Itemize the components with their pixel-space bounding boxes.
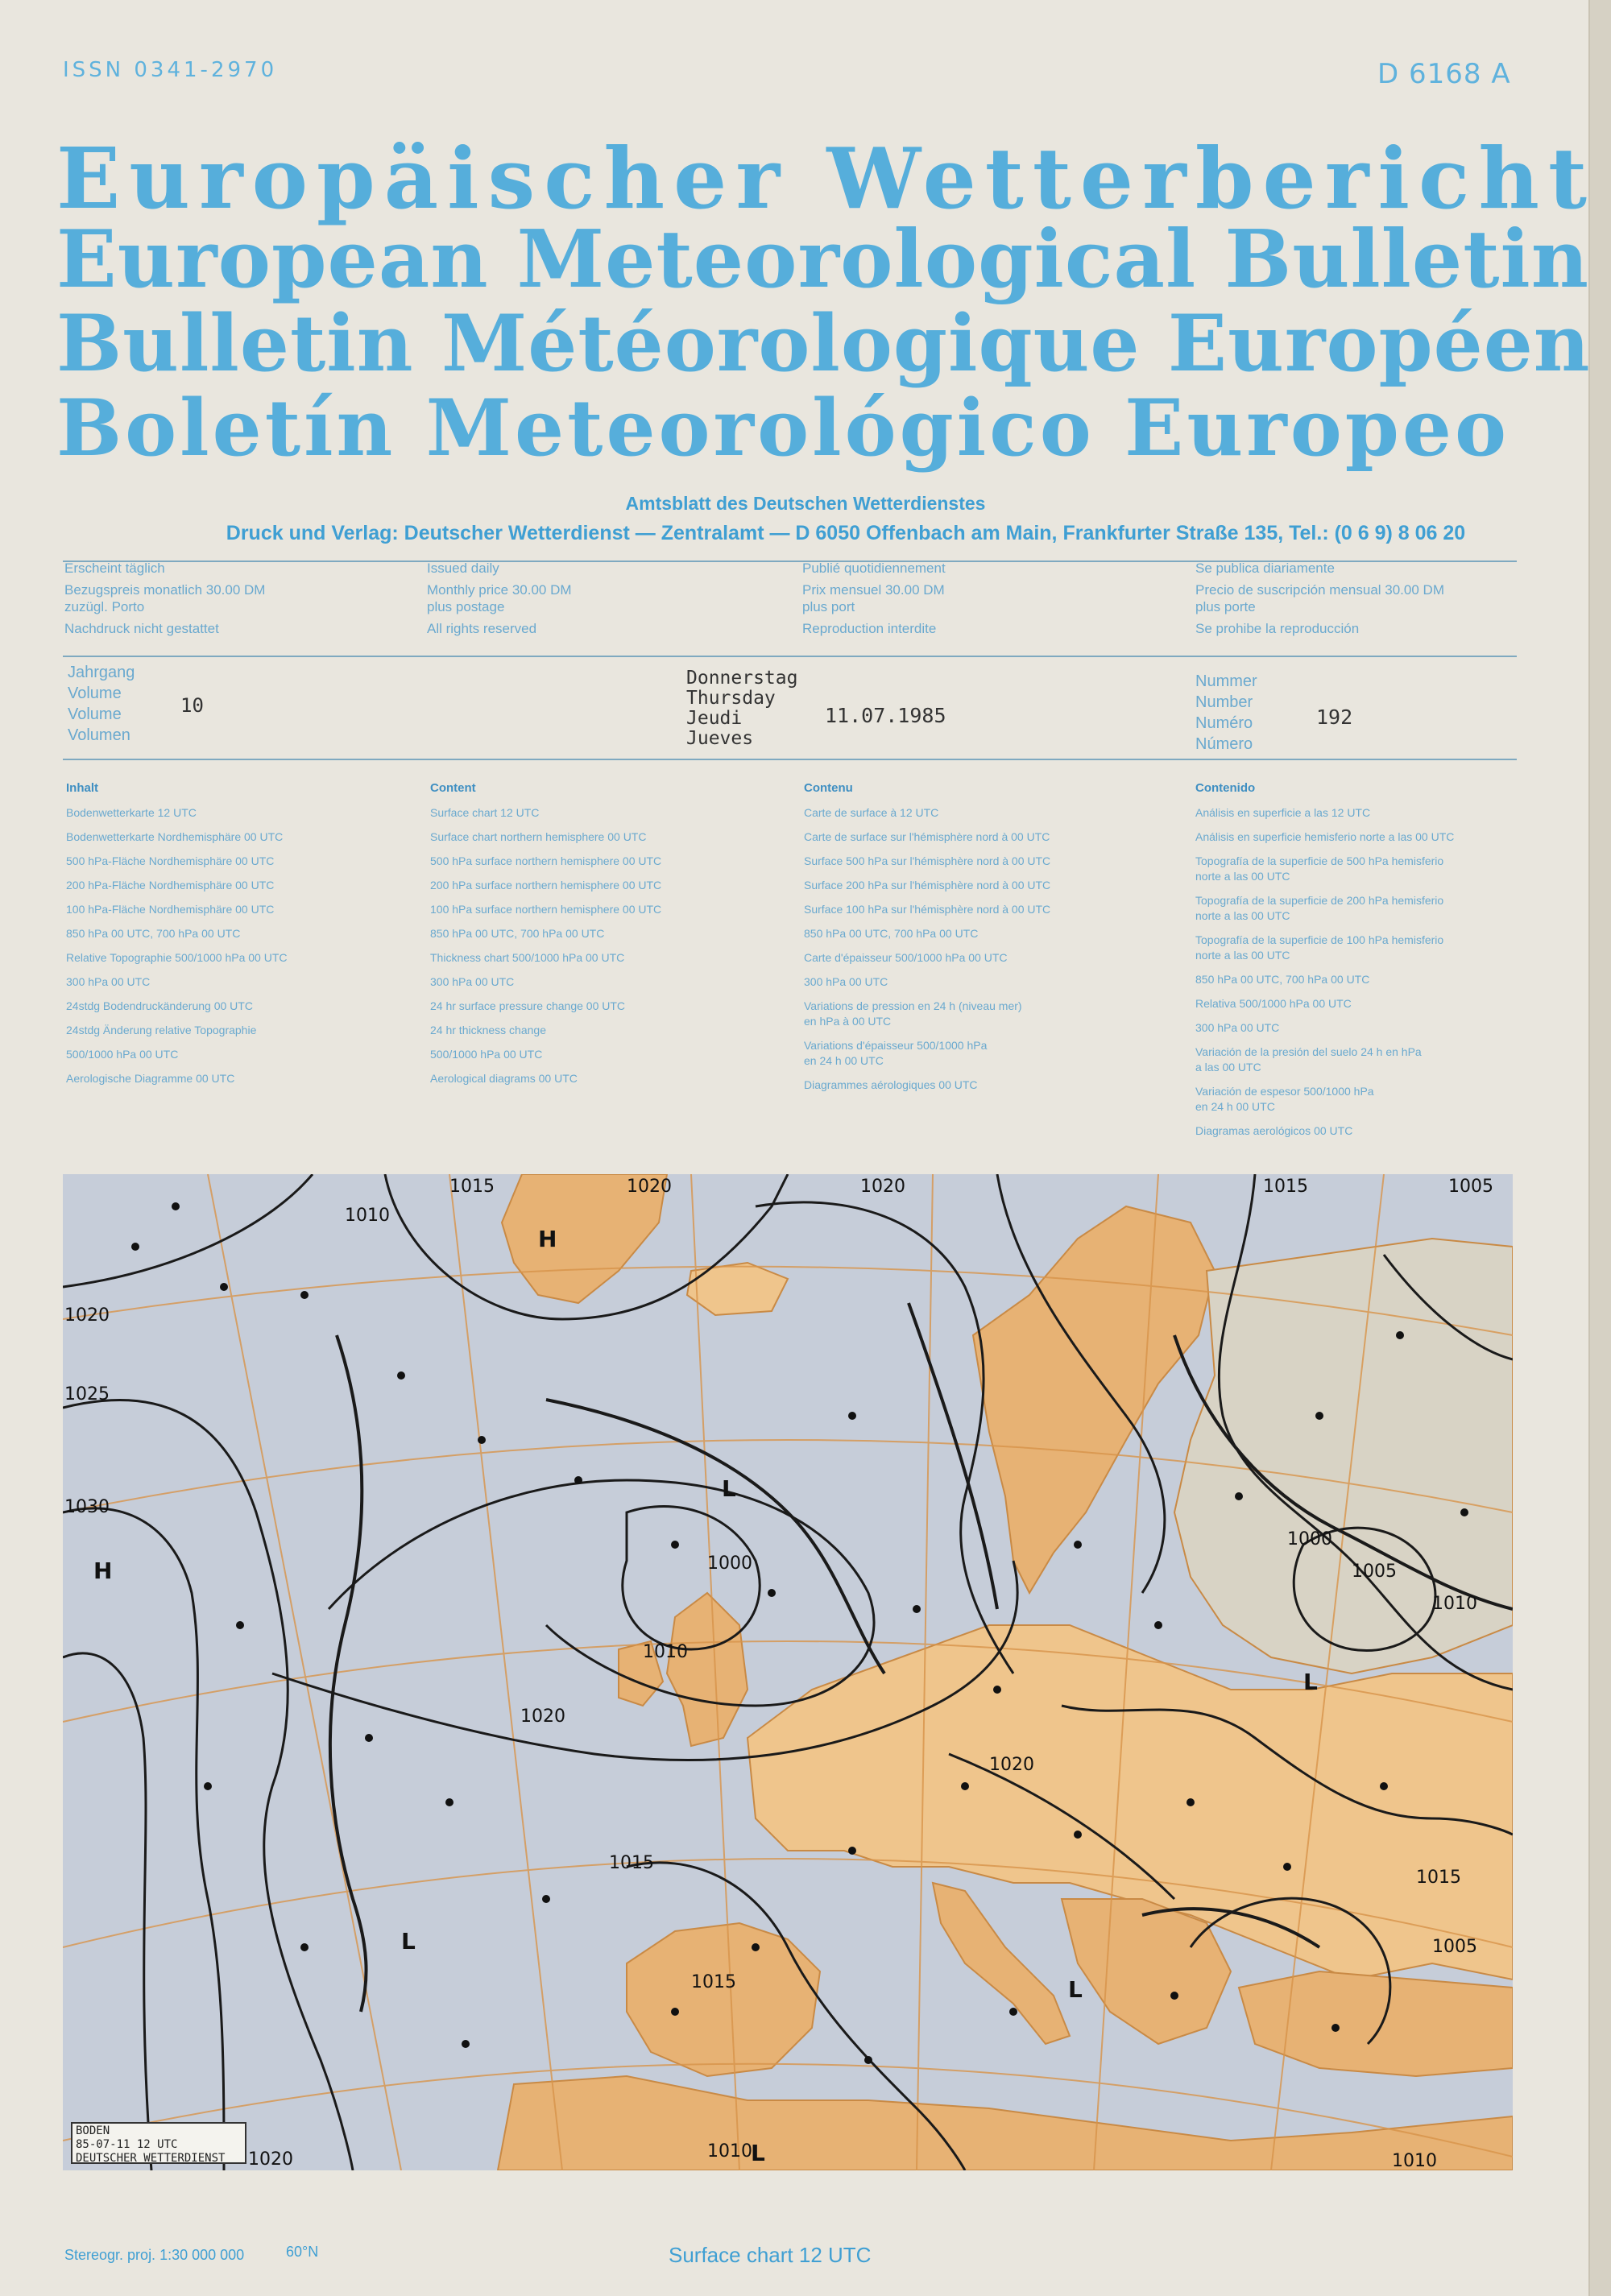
station-dot bbox=[1380, 1782, 1388, 1790]
info-text: zuzügl. Porto bbox=[64, 599, 145, 614]
isobar-label: 1000 bbox=[1287, 1529, 1332, 1549]
number-labels bbox=[1195, 671, 1257, 755]
contents-item-group bbox=[1195, 1079, 1454, 1119]
number-label: Number bbox=[1195, 693, 1253, 711]
info-text: Bezugspreis monatlich 30.00 DM bbox=[64, 582, 266, 598]
contents-item: 24 hr thickness change bbox=[430, 1024, 546, 1036]
contents-item: Surface 500 hPa sur l'hémisphère nord à 00 UTC bbox=[804, 854, 1051, 867]
title-spanish: Boletín Meteorológico Europeo bbox=[56, 383, 1510, 474]
contents-item: norte a las 00 UTC bbox=[1195, 909, 1290, 922]
volume-label: Volumen bbox=[68, 726, 130, 744]
info-text: Precio de suscripción mensual 30.00 DM bbox=[1195, 582, 1444, 598]
stamp-line: 85-07-11 12 UTC bbox=[76, 2138, 178, 2151]
station-dot bbox=[671, 1541, 679, 1549]
station-dot bbox=[671, 2008, 679, 2016]
isobar-label: 1020 bbox=[860, 1177, 905, 1197]
contents-item: Topografía de la superficie de 500 hPa hemisferio bbox=[1195, 854, 1444, 867]
station-dot bbox=[1074, 1541, 1082, 1549]
contents-spanish bbox=[1195, 776, 1454, 1143]
station-dot bbox=[220, 1283, 228, 1291]
info-german bbox=[64, 557, 265, 639]
issn-number: ISSN 0341-2970 bbox=[63, 58, 278, 82]
publisher-address: Druck und Verlag: Deutscher Wetterdienst — Zentralamt — D 6050 Offenbach am Main, Frankfurter Straße 135, Tel.: (0 6 9) 8 06 20 bbox=[226, 522, 1466, 544]
contents-item: 300 hPa 00 UTC bbox=[1195, 1021, 1280, 1034]
contents-item: Surface chart 12 UTC bbox=[430, 806, 540, 819]
contents-item: Topografía de la superficie de 100 hPa hemisferio bbox=[1195, 933, 1444, 946]
info-text: plus porte bbox=[1195, 599, 1256, 614]
station-dot bbox=[478, 1436, 486, 1444]
surface-weather-map bbox=[63, 1174, 1513, 2170]
isobar-label: 1020 bbox=[248, 2149, 293, 2170]
low-pressure-center: L bbox=[751, 2140, 765, 2166]
contents-item-group bbox=[804, 994, 1050, 1033]
contents-item: Surface chart northern hemisphere 00 UTC bbox=[430, 830, 647, 843]
contents-item: Carte de surface sur l'hémisphère nord à 00 UTC bbox=[804, 830, 1050, 843]
contents-item: 300 hPa 00 UTC bbox=[66, 975, 151, 988]
station-dot bbox=[961, 1782, 969, 1790]
low-pressure-center: L bbox=[1303, 1669, 1318, 1695]
info-text: Reproduction interdite bbox=[802, 621, 937, 636]
isobar-label: 1010 bbox=[345, 1206, 390, 1226]
contents-item: Variación de espesor 500/1000 hPa bbox=[1195, 1085, 1374, 1098]
weekday: Donnerstag bbox=[686, 668, 798, 689]
publication-code: D 6168 A bbox=[1377, 58, 1511, 90]
isobar-label: 1010 bbox=[1392, 2151, 1437, 2170]
contents-item: 500 hPa-Fläche Nordhemisphäre 00 UTC bbox=[66, 854, 275, 867]
contents-item: en 24 h 00 UTC bbox=[804, 1054, 884, 1067]
isobar-label: 1020 bbox=[989, 1755, 1034, 1775]
isobar-label: 1020 bbox=[64, 1305, 110, 1326]
contents-item-group bbox=[1195, 1040, 1454, 1079]
contents-item: Relative Topographie 500/1000 hPa 00 UTC bbox=[66, 951, 288, 964]
contents-item: 850 hPa 00 UTC, 700 hPa 00 UTC bbox=[804, 927, 979, 940]
contents-item: Análisis en superficie hemisferio norte a las 00 UTC bbox=[1195, 830, 1455, 843]
contents-item: Análisis en superficie a las 12 UTC bbox=[1195, 806, 1371, 819]
contents-item: 850 hPa 00 UTC, 700 hPa 00 UTC bbox=[430, 927, 605, 940]
volume-labels bbox=[68, 662, 135, 746]
stamp-line: DEUTSCHER WETTERDIENST bbox=[76, 2152, 226, 2165]
volume-number: 10 bbox=[180, 694, 204, 717]
station-dot bbox=[204, 1782, 212, 1790]
contents-item: 500/1000 hPa 00 UTC bbox=[430, 1048, 543, 1061]
contents-item: 24stdg Bodendruckänderung 00 UTC bbox=[66, 999, 253, 1012]
station-dot bbox=[300, 1943, 309, 1951]
contents-item: Diagramas aerológicos 00 UTC bbox=[1195, 1124, 1353, 1137]
station-dot bbox=[445, 1798, 453, 1806]
map-latitude: 60°N bbox=[286, 2244, 319, 2260]
divider-issue bbox=[63, 759, 1517, 760]
contents-item: norte a las 00 UTC bbox=[1195, 949, 1290, 962]
divider-info bbox=[63, 656, 1517, 657]
low-pressure-center: L bbox=[722, 1475, 736, 1502]
contents-item: 500/1000 hPa 00 UTC bbox=[66, 1048, 179, 1061]
contents-item: Diagrammes aérologiques 00 UTC bbox=[804, 1078, 978, 1091]
contents-item: 100 hPa-Fläche Nordhemisphäre 00 UTC bbox=[66, 903, 275, 916]
station-dot bbox=[864, 2056, 872, 2064]
isobar-label: 1005 bbox=[1448, 1177, 1493, 1197]
weekday: Jueves bbox=[686, 728, 754, 749]
info-text: Se publica diariamente bbox=[1195, 561, 1335, 576]
info-english bbox=[427, 557, 572, 639]
map-caption: Surface chart 12 UTC bbox=[669, 2243, 872, 2267]
isobar-label: 1020 bbox=[627, 1177, 672, 1197]
isobar-label: 1025 bbox=[64, 1384, 110, 1404]
contents-item: 850 hPa 00 UTC, 700 hPa 00 UTC bbox=[1195, 973, 1370, 986]
isobar-label: 1010 bbox=[1432, 1594, 1477, 1614]
contents-item: Variación de la presión del suelo 24 h en hPa bbox=[1195, 1045, 1422, 1058]
station-dot bbox=[1283, 1863, 1291, 1871]
page-binding-edge bbox=[1588, 0, 1611, 2296]
contents-english bbox=[430, 776, 661, 1090]
contents-french bbox=[804, 776, 1050, 1097]
isobar-label: 1015 bbox=[609, 1853, 654, 1873]
title-german: Europäischer Wetterbericht bbox=[56, 129, 1596, 228]
isobar-label: 1015 bbox=[691, 1972, 736, 1992]
isobar-label: 1020 bbox=[520, 1706, 565, 1727]
contents-item: 850 hPa 00 UTC, 700 hPa 00 UTC bbox=[66, 927, 241, 940]
contents-item: en 24 h 00 UTC bbox=[1195, 1100, 1275, 1113]
contents-item: Relativa 500/1000 hPa 00 UTC bbox=[1195, 997, 1352, 1010]
contents-item-group bbox=[1195, 928, 1454, 967]
info-text: Monthly price 30.00 DM bbox=[427, 582, 572, 598]
number-label: Nummer bbox=[1195, 672, 1257, 690]
volume-label: Jahrgang bbox=[68, 664, 135, 681]
contents-item: Bodenwetterkarte Nordhemisphäre 00 UTC bbox=[66, 830, 284, 843]
contents-item: 300 hPa 00 UTC bbox=[804, 975, 888, 988]
contents-item: 200 hPa-Fläche Nordhemisphäre 00 UTC bbox=[66, 879, 275, 892]
station-dot bbox=[1460, 1508, 1468, 1516]
info-text: Erscheint täglich bbox=[64, 561, 165, 576]
contents-item: Surface 200 hPa sur l'hémisphère nord à 00 UTC bbox=[804, 879, 1051, 892]
contents-item: Aerological diagrams 00 UTC bbox=[430, 1072, 578, 1085]
station-dot bbox=[1009, 2008, 1017, 2016]
station-dot bbox=[300, 1291, 309, 1299]
contents-item: Variations de pression en 24 h (niveau mer) bbox=[804, 999, 1022, 1012]
title-french: Bulletin Météorologique Européen bbox=[56, 298, 1591, 389]
isobar-label: 1000 bbox=[707, 1553, 752, 1574]
contents-item: Topografía de la superficie de 200 hPa hemisferio bbox=[1195, 894, 1444, 907]
weekday: Jeudi bbox=[686, 708, 743, 729]
station-dot bbox=[574, 1476, 582, 1484]
station-dot bbox=[1187, 1798, 1195, 1806]
map-projection: Stereogr. proj. 1:30 000 000 bbox=[64, 2247, 245, 2263]
contents-item: 200 hPa surface northern hemisphere 00 UTC bbox=[430, 879, 662, 892]
title-english: European Meteorological Bulletin bbox=[56, 213, 1589, 306]
station-dot bbox=[913, 1605, 921, 1613]
station-dot bbox=[236, 1621, 244, 1629]
number-label: Numéro bbox=[1195, 714, 1253, 732]
contents-item: norte a las 00 UTC bbox=[1195, 870, 1290, 883]
contents-item-group bbox=[1195, 888, 1454, 928]
publisher-official-gazette: Amtsblatt des Deutschen Wetterdienstes bbox=[625, 493, 986, 514]
station-dot bbox=[542, 1895, 550, 1903]
isobar-label: 1010 bbox=[643, 1642, 688, 1662]
contents-item: 300 hPa 00 UTC bbox=[430, 975, 515, 988]
stamp-line: BODEN bbox=[76, 2124, 110, 2137]
station-dot bbox=[1331, 2024, 1340, 2032]
contents-item-group bbox=[804, 1033, 1050, 1073]
issue-number: 192 bbox=[1316, 705, 1353, 729]
info-text: Se prohibe la reproducción bbox=[1195, 621, 1360, 636]
map-stamp bbox=[71, 2122, 246, 2164]
contents-item: Bodenwetterkarte 12 UTC bbox=[66, 806, 197, 819]
low-pressure-center: L bbox=[1068, 1976, 1083, 2003]
contents-item: 24stdg Änderung relative Topographie bbox=[66, 1024, 257, 1036]
station-dot bbox=[131, 1243, 139, 1251]
info-text: Prix mensuel 30.00 DM bbox=[802, 582, 945, 598]
isobar-label: 1015 bbox=[1416, 1868, 1461, 1888]
isobar-label: 1015 bbox=[1263, 1177, 1308, 1197]
contents-heading: Content bbox=[430, 781, 476, 795]
contents-item: 24 hr surface pressure change 00 UTC bbox=[430, 999, 626, 1012]
volume-label: Volume bbox=[68, 705, 122, 723]
contents-item: en hPa à 00 UTC bbox=[804, 1015, 892, 1028]
station-dot bbox=[172, 1202, 180, 1210]
isobar-label: 1030 bbox=[64, 1497, 110, 1517]
contents-item: Surface 100 hPa sur l'hémisphère nord à 00 UTC bbox=[804, 903, 1051, 916]
info-french bbox=[802, 557, 946, 639]
contents-item: Carte d'épaisseur 500/1000 hPa 00 UTC bbox=[804, 951, 1008, 964]
info-text: Issued daily bbox=[427, 561, 499, 576]
station-dot bbox=[768, 1589, 776, 1597]
station-dot bbox=[848, 1847, 856, 1855]
info-text: All rights reserved bbox=[427, 621, 537, 636]
info-text: Publié quotidiennement bbox=[802, 561, 946, 576]
contents-item: 500 hPa surface northern hemisphere 00 UTC bbox=[430, 854, 662, 867]
contents-item: Thickness chart 500/1000 hPa 00 UTC bbox=[430, 951, 625, 964]
info-text: plus postage bbox=[427, 599, 505, 614]
contents-heading: Contenido bbox=[1195, 781, 1256, 795]
isobar-label: 1005 bbox=[1432, 1937, 1477, 1957]
contents-item: Variations d'épaisseur 500/1000 hPa bbox=[804, 1039, 988, 1052]
high-pressure-center: H bbox=[93, 1558, 113, 1584]
isobar-label: 1010 bbox=[707, 2141, 752, 2162]
volume-label: Volume bbox=[68, 685, 122, 702]
isobar-label: 1015 bbox=[449, 1177, 495, 1197]
weekday-labels bbox=[686, 668, 797, 749]
station-dot bbox=[1315, 1412, 1323, 1420]
info-text: plus port bbox=[802, 599, 855, 614]
low-pressure-center: L bbox=[401, 1928, 416, 1955]
info-spanish bbox=[1195, 557, 1444, 639]
weather-map-svg bbox=[63, 1174, 1513, 2170]
station-dot bbox=[397, 1371, 405, 1380]
contents-item: 100 hPa surface northern hemisphere 00 UTC bbox=[430, 903, 662, 916]
high-pressure-center: H bbox=[538, 1226, 557, 1252]
info-text: Nachdruck nicht gestattet bbox=[64, 621, 219, 636]
contents-german bbox=[66, 776, 287, 1090]
station-dot bbox=[1170, 1992, 1178, 2000]
isobar-label: 1005 bbox=[1352, 1562, 1397, 1582]
issue-date: 11.07.1985 bbox=[825, 704, 946, 727]
contents-item: a las 00 UTC bbox=[1195, 1061, 1261, 1074]
contents-heading: Inhalt bbox=[66, 781, 98, 795]
station-dot bbox=[1154, 1621, 1162, 1629]
contents-item-group bbox=[1195, 849, 1454, 888]
number-label: Número bbox=[1195, 735, 1253, 753]
station-dot bbox=[1074, 1831, 1082, 1839]
contents-item: Carte de surface à 12 UTC bbox=[804, 806, 939, 819]
contents-heading: Contenu bbox=[804, 781, 853, 795]
weekday: Thursday bbox=[686, 688, 776, 709]
contents-item: Aerologische Diagramme 00 UTC bbox=[66, 1072, 235, 1085]
station-dot bbox=[462, 2040, 470, 2048]
station-dot bbox=[848, 1412, 856, 1420]
station-dot bbox=[1396, 1331, 1404, 1339]
station-dot bbox=[993, 1686, 1001, 1694]
station-dot bbox=[752, 1943, 760, 1951]
station-dot bbox=[1235, 1492, 1243, 1500]
station-dot bbox=[365, 1734, 373, 1742]
